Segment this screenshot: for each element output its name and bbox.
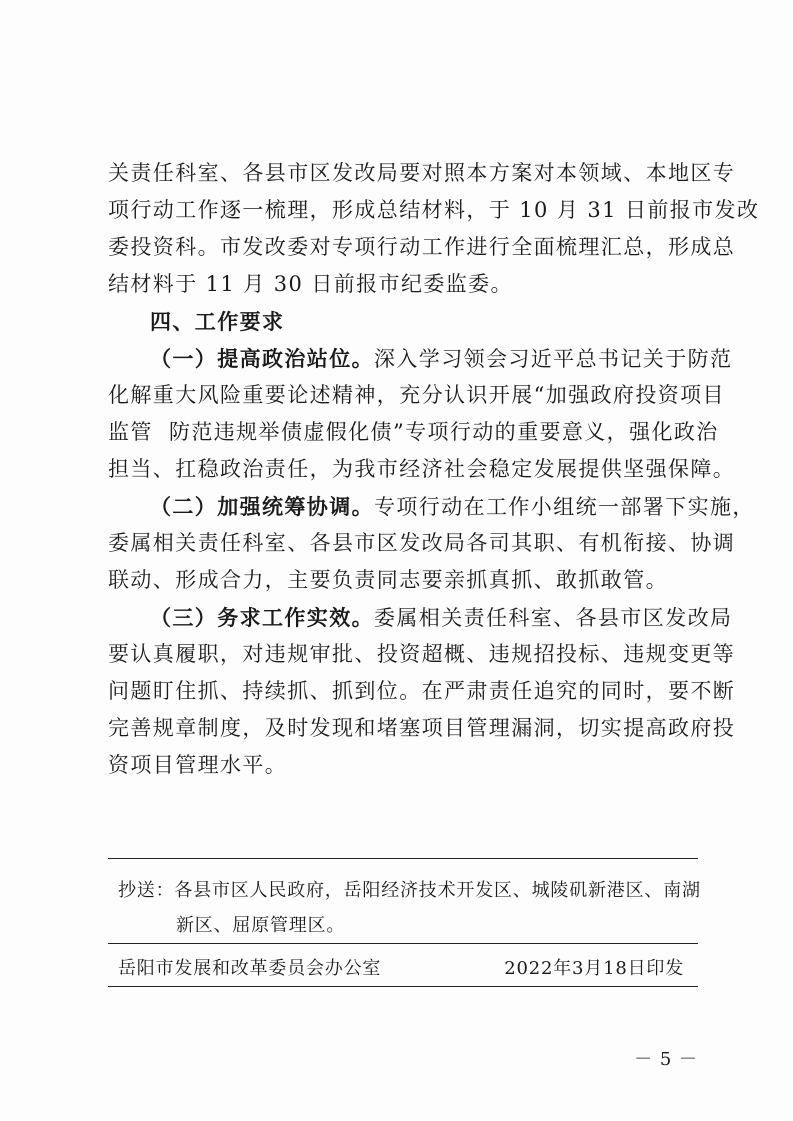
body-line: 关责任科室、各县市区发改局要对照本方案对本领域、本地区专 bbox=[108, 161, 736, 185]
item-1-lead: （一）提高政治站位。 bbox=[150, 346, 374, 371]
item-2-lead: （二）加强统筹协调。 bbox=[150, 494, 374, 519]
body-line: 委属相关责任科室、各县市区发改局各司其职、有机衔接、协调 bbox=[108, 531, 736, 555]
body-line: 委投资科。市发改委对专项行动工作进行全面梳理汇总，形成总 bbox=[108, 235, 736, 259]
body-line: 项行动工作逐一梳理，形成总结材料，于 10 月 31 日前报市发改 bbox=[108, 198, 760, 222]
body-line: 监管 防范违规举债虚假化债”专项行动的重要意义，强化政治 bbox=[108, 420, 719, 444]
item-3-first-line bbox=[108, 599, 733, 636]
issuer-name: 岳阳市发展和改革委员会办公室 bbox=[118, 958, 382, 979]
cc-line-1: 抄送：各县市区人民政府，岳阳经济技术开发区、城陵矶新港区、南湖 bbox=[118, 880, 701, 901]
cc-line-2: 新区、屈原管理区。 bbox=[176, 915, 346, 936]
item-1-first-line-text: 深入学习领会习近平总书记关于防范 bbox=[374, 347, 733, 371]
section-heading: 四、工作要求 bbox=[150, 309, 285, 334]
page-number: － 5 － bbox=[634, 1049, 698, 1070]
document-body bbox=[108, 155, 760, 784]
issuance-footer bbox=[118, 954, 684, 980]
body-line: 要认真履职，对违规审批、投资超概、违规招投标、违规变更等 bbox=[108, 642, 736, 666]
item-3-lead: （三）务求工作实效。 bbox=[150, 605, 374, 630]
issue-date: 2022年3月18日印发 bbox=[504, 958, 684, 979]
body-line: 化解重大风险重要论述精神，充分认识开展“加强政府投资项目 bbox=[108, 383, 725, 407]
item-3-first-line-text: 委属相关责任科室、各县市区发改局 bbox=[374, 606, 733, 630]
body-line: 完善规章制度，及时发现和堵塞项目管理漏洞，切实提高政府投 bbox=[108, 716, 736, 740]
cc-top-divider bbox=[108, 858, 698, 859]
body-line: 问题盯住抓、持续抓、抓到位。在严肃责任追究的同时，要不断 bbox=[108, 679, 736, 703]
item-2-first-line bbox=[108, 488, 755, 525]
cc-block bbox=[118, 873, 701, 943]
item-2-first-line-text: 专项行动在工作小组统一部署下实施， bbox=[374, 495, 755, 519]
body-line: 联动、形成合力，主要负责同志要亲抓真抓、敢抓敢管。 bbox=[108, 568, 668, 592]
body-line: 结材料于 11 月 30 日前报市纪委监委。 bbox=[108, 272, 513, 296]
footer-bottom-divider bbox=[108, 986, 698, 987]
cc-bottom-divider bbox=[108, 943, 698, 944]
item-1-first-line bbox=[108, 340, 733, 377]
body-line: 资项目管理水平。 bbox=[108, 753, 288, 777]
body-line: 担当、扛稳政治责任，为我市经济社会稳定发展提供坚强保障。 bbox=[108, 457, 736, 481]
